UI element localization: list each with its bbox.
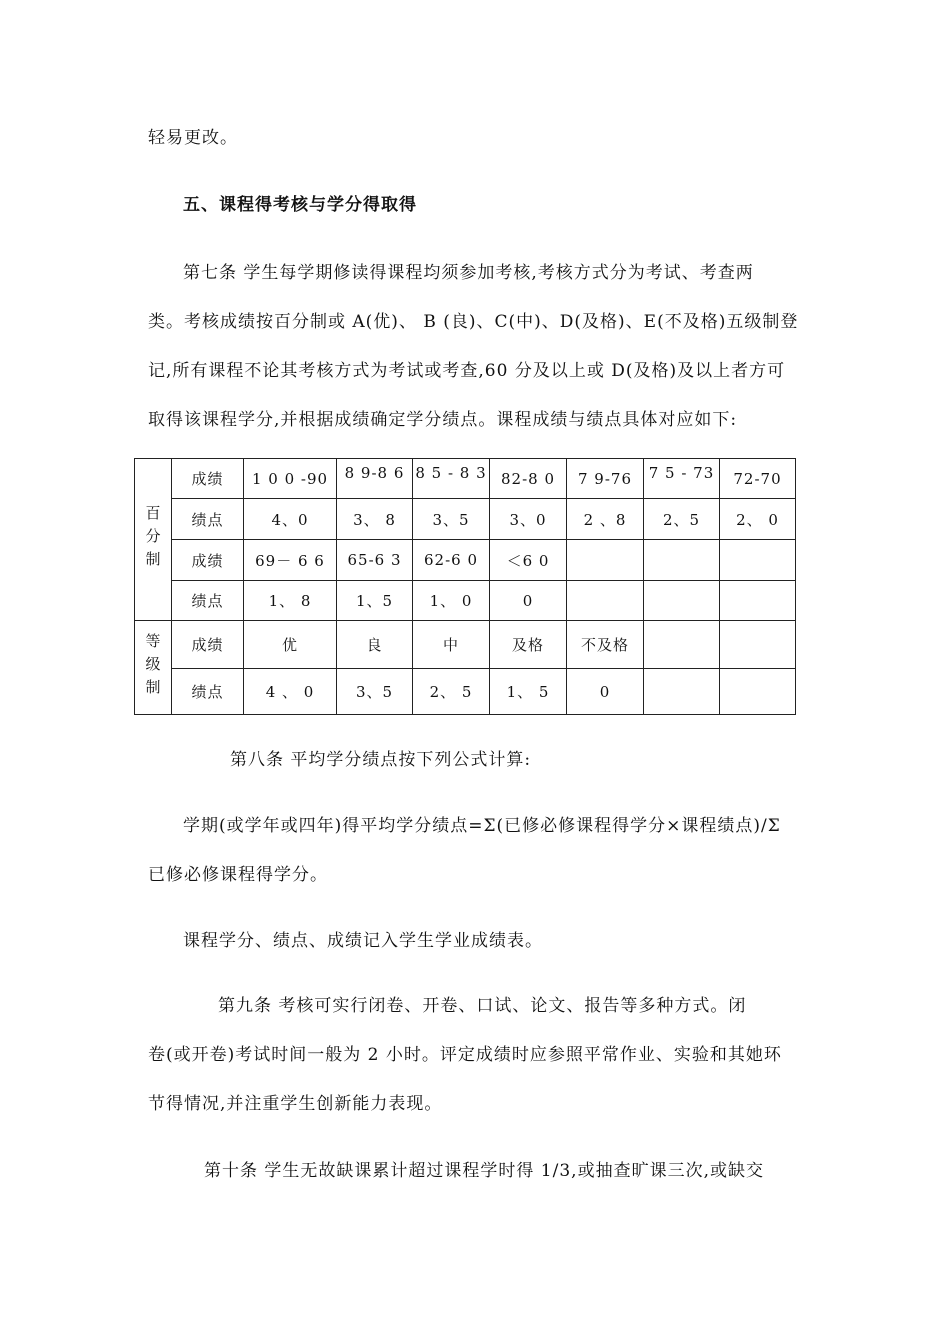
article-7-line-2: 类。考核成绩按百分制或 A(优)、 B (良)、C(中)、D(及格)、E(不及格)五级制登 (148, 312, 799, 332)
article-9-line-2: 卷(或开卷)考试时间一般为 2 小时。评定成绩时应参照平常作业、实验和其她环 (148, 1045, 782, 1065)
table-cell: 中 (413, 621, 490, 669)
table-cell: 65-6 3 (337, 540, 413, 581)
article-9-line-3: 节得情况,并注重学生创新能力表现。 (148, 1094, 443, 1114)
row-label-point: 绩点 (172, 499, 244, 540)
article-10-line-1: 第十条 学生无故缺课累计超过课程学时得 1/3,或抽查旷课三次,或缺交 (204, 1161, 764, 1181)
para-continuation: 轻易更改。 (148, 128, 238, 148)
table-cell: 2、 0 (720, 499, 796, 540)
table-cell: 69－ 6 6 (244, 540, 337, 581)
table-cell (720, 669, 796, 715)
table-cell: 1、5 (337, 581, 413, 621)
table-cell: 7 5 - 73 (644, 459, 720, 499)
table-cell (720, 621, 796, 669)
record-statement: 课程学分、绩点、成绩记入学生学业成绩表。 (183, 931, 543, 951)
article-7-line-1: 第七条 学生每学期修读得课程均须参加考核,考核方式分为考试、考查两 (183, 263, 754, 283)
table-cell: 72-70 (720, 459, 796, 499)
table-cell: 62-6 0 (413, 540, 490, 581)
table-cell: 8 5 - 8 3 (413, 459, 490, 499)
table-cell (720, 581, 796, 621)
table-cell: 1、 8 (244, 581, 337, 621)
table-cell: 3、0 (490, 499, 567, 540)
row-label-point: 绩点 (172, 581, 244, 621)
table-cell: 3、5 (413, 499, 490, 540)
table-cell (644, 581, 720, 621)
table-cell (644, 540, 720, 581)
row-label-score: 成绩 (172, 621, 244, 669)
table-cell: 1、 5 (490, 669, 567, 715)
table-cell: 优 (244, 621, 337, 669)
table-cell: 2、5 (644, 499, 720, 540)
table-cell (567, 540, 644, 581)
table-cell: 2 、8 (567, 499, 644, 540)
table-cell: 3、5 (337, 669, 413, 715)
table-cell: ＜6 0 (490, 540, 567, 581)
table-cell: 1、 0 (413, 581, 490, 621)
table-cell: 82-8 0 (490, 459, 567, 499)
table-cell: 及格 (490, 621, 567, 669)
table-cell (644, 621, 720, 669)
section-percent: 百分制 (135, 459, 172, 621)
row-label-score: 成绩 (172, 459, 244, 499)
table-cell: 0 (567, 669, 644, 715)
table-cell (644, 669, 720, 715)
article-9-line-1: 第九条 考核可实行闭卷、开卷、口试、论文、报告等多种方式。闭 (218, 996, 747, 1016)
article-7-line-4: 取得该课程学分,并根据成绩确定学分绩点。课程成绩与绩点具体对应如下: (148, 410, 738, 430)
formula-line-1: 学期(或学年或四年)得平均学分绩点=Σ(已修必修课程得学分×课程绩点)/Σ (183, 816, 781, 836)
formula-line-2: 已修必修课程得学分。 (148, 865, 328, 885)
table-cell (567, 581, 644, 621)
table-cell: 良 (337, 621, 413, 669)
article-7-line-3: 记,所有课程不论其考核方式为考试或考查,60 分及以上或 D(及格)及以上者方可 (148, 361, 786, 381)
table-cell: 不及格 (567, 621, 644, 669)
table-cell: 8 9-8 6 (337, 459, 413, 499)
row-label-point: 绩点 (172, 669, 244, 715)
table-cell: 3、 8 (337, 499, 413, 540)
table-cell (720, 540, 796, 581)
table-cell: 1 0 0 -90 (244, 459, 337, 499)
grade-point-table (134, 458, 796, 715)
row-label-score: 成绩 (172, 540, 244, 581)
table-cell: 2、 5 (413, 669, 490, 715)
section-grade: 等级制 (135, 621, 172, 715)
table-cell: 4、0 (244, 499, 337, 540)
article-8: 第八条 平均学分绩点按下列公式计算: (230, 750, 532, 770)
section-heading: 五、课程得考核与学分得取得 (183, 195, 417, 215)
table-cell: 0 (490, 581, 567, 621)
table-cell: 4 、 0 (244, 669, 337, 715)
table-cell: 7 9-76 (567, 459, 644, 499)
